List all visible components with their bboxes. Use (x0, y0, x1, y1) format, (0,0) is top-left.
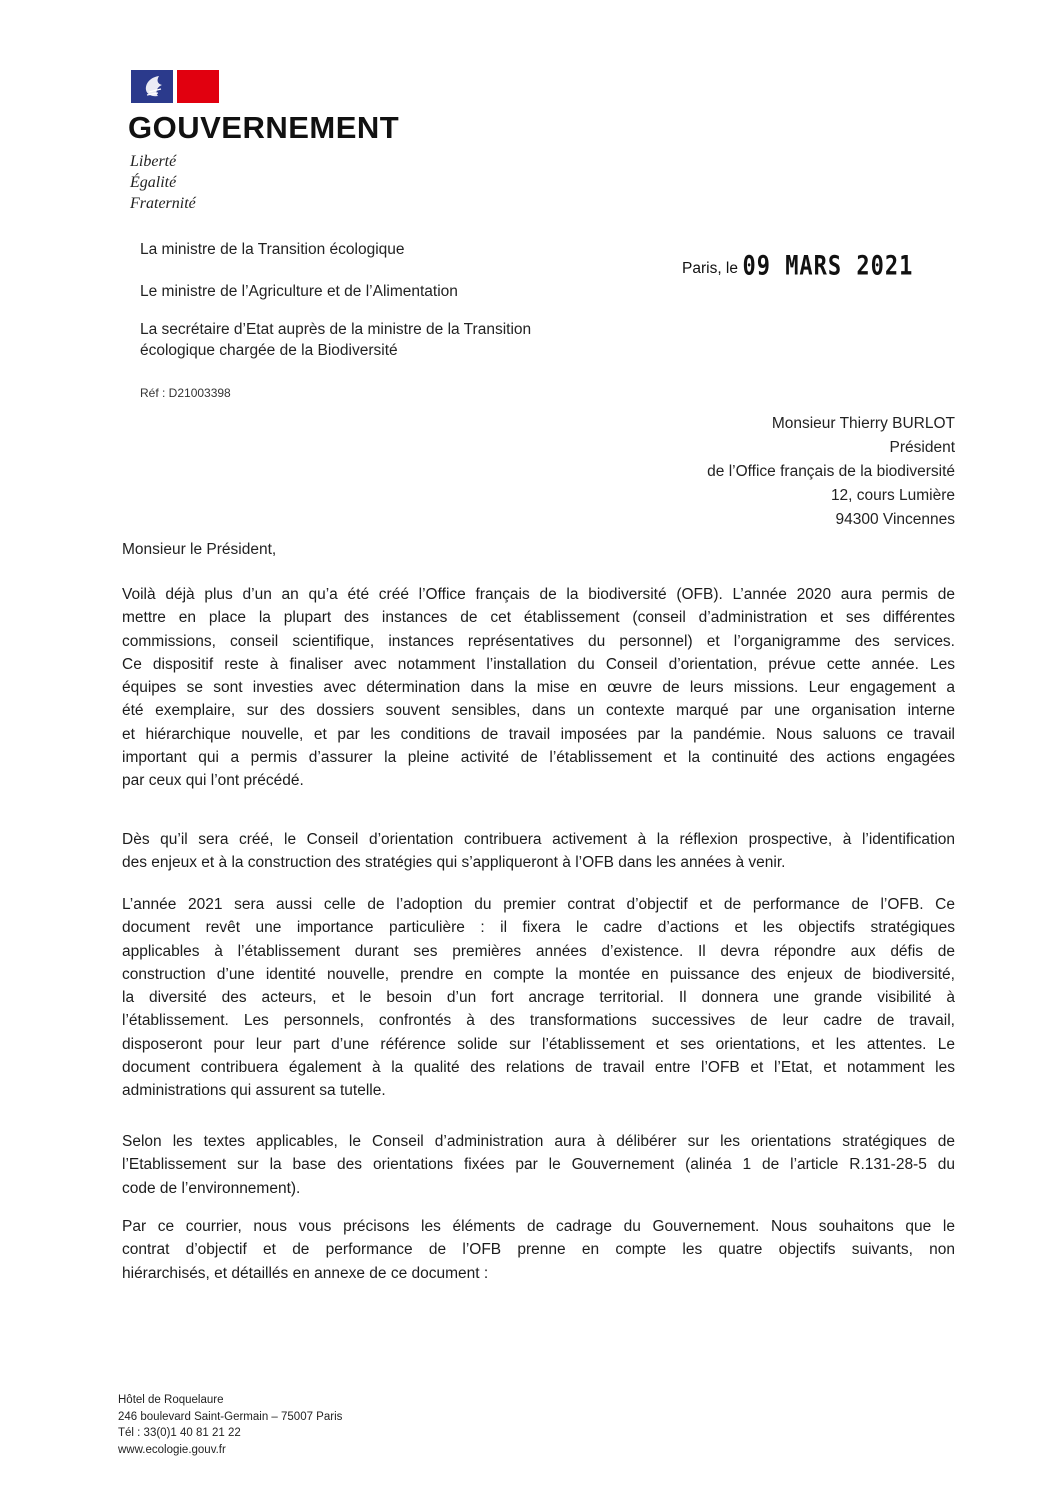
footer-line: Hôtel de Roquelaure (118, 1394, 224, 1406)
paragraph-line: Selon les textes applicables, le Conseil d’administration aura à délibérer sur les orientations stratégiques de (122, 1133, 955, 1150)
salutation: Monsieur le Président, (122, 541, 277, 558)
footer-website-link[interactable]: www.ecologie.gouv.fr (118, 1443, 226, 1456)
paragraph-line: L’année 2021 sera aussi celle de l’adoption du premier contrat d’objectif et de performance de l’OFB. Ce (122, 896, 955, 913)
recipient-line: 12, cours Lumière (830, 487, 955, 504)
paragraph-line: important qui a permis d’assurer la pleine activité de l’établissement et la continuité des actions engagées (122, 749, 955, 767)
motto (130, 151, 196, 214)
paragraph-line: applicables à l’établissement durant ses premières années d’existence. Il devra répondre aux défis de (122, 942, 955, 960)
sender-line: La ministre de la Transition écologique (140, 241, 405, 258)
recipient-address (600, 412, 955, 532)
paragraph-line: la diversité des acteurs, et le besoin d’un fort ancrage territorial. Il donnera une grande visibilité à (122, 989, 955, 1007)
marianne-profile-icon (131, 70, 173, 103)
paragraph-line: code de l’environnement). (122, 1179, 301, 1197)
motto-line: Égalité (130, 174, 177, 191)
footer-line: Tél : 33(0)1 40 81 21 22 (118, 1427, 241, 1439)
paragraph-line: Dès qu’il sera créé, le Conseil d’orientation contribuera activement à la réflexion prospective, à l’identification (122, 831, 955, 848)
paragraph-line: hiérarchisés, et détaillés en annexe de ce document : (122, 1264, 489, 1282)
paragraph-line: commissions, conseil scientifique, instances représentatives du personnel) et l’organigramme des services. (122, 632, 955, 650)
footer-line: 246 boulevard Saint-Germain – 75007 Paris (118, 1410, 343, 1423)
body-paragraph (122, 893, 955, 1103)
body-paragraph (122, 828, 955, 875)
sender-line: écologique chargée de la Biodiversité (140, 342, 398, 359)
reference-number: Réf : D21003398 (140, 386, 231, 400)
paragraph-line: disposeront pour leur part d’une référence solide sur l’établissement et ses orientations, et les attentes. Le (122, 1035, 955, 1053)
paragraph-line: et hiérarchique nouvelle, et par les conditions de travail imposées par la pandémie. Nous saluons ce travail (122, 725, 955, 743)
paragraph-line: document contribuera également à la qualité des relations de travail entre l’OFB et l’Etat, et notamment les (122, 1059, 955, 1077)
paragraph-line: contrat d’objectif et de performance de l’OFB prenne en compte les quatre objectifs suivants, non (122, 1241, 955, 1259)
logo-red-block (177, 70, 219, 103)
paragraph-line: Par ce courrier, nous vous précisons les éléments de cadrage du Gouvernement. Nous souhaitons que le (122, 1218, 955, 1235)
paragraph-line: l’Etablissement sur la base des orientations fixées par le Gouvernement (alinéa 1 de l’article R.131-28-5 du (122, 1156, 955, 1174)
recipient-line: Président (889, 439, 955, 456)
government-title: GOUVERNEMENT (128, 110, 400, 145)
sender-line: La secrétaire d’Etat auprès de la ministre de la Transition (140, 321, 532, 338)
logo-blue-block (131, 70, 173, 103)
paragraph-line: Ce dispositif reste à finaliser avec notamment l’installation du Conseil d’orientation, prévue cette année. Les (122, 655, 955, 673)
motto-line: Liberté (130, 153, 177, 170)
paragraph-line: administrations qui assurent sa tutelle. (122, 1082, 386, 1100)
footer-address (118, 1392, 342, 1458)
body-paragraph (122, 1215, 955, 1285)
paragraph-line: l’établissement. Les personnels, confrontés à des transformations successives de leur cadre de travail, (122, 1012, 955, 1030)
paragraph-line: été exemplaire, sur des dossiers souvent sensibles, dans un contexte marqué par une organisation interne (122, 702, 955, 720)
sender-line: Le ministre de l’Agriculture et de l’Alimentation (140, 283, 458, 300)
body-paragraph (122, 583, 955, 793)
motto-line: Fraternité (130, 195, 196, 212)
paragraph-line: construction d’une identité nouvelle, prendre en compte la montée en puissance des enjeux de biodiversité, (122, 965, 955, 983)
date-line (682, 251, 914, 282)
recipient-line: Monsieur Thierry BURLOT (771, 415, 955, 432)
paragraph-line: Voilà déjà plus d’un an qu’a été créé l’Office français de la biodiversité (OFB). L’année 2020 aura permis de (122, 586, 955, 603)
date-stamp: 09 MARS 2021 (742, 251, 914, 282)
paragraph-line: par ceux qui l’ont précédé. (122, 772, 304, 790)
recipient-line: de l’Office français de la biodiversité (707, 463, 955, 480)
recipient-line: 94300 Vincennes (835, 511, 955, 528)
government-logo (131, 70, 221, 104)
body-paragraph (122, 1130, 955, 1200)
paragraph-line: mettre en place la plupart des instances de cet établissement (conseil d’administration et ses différentes (122, 609, 955, 627)
date-prefix: Paris, le (682, 260, 738, 277)
paragraph-line: équipes se sont investies avec détermination dans la mise en œuvre de leurs missions. Leur engagement a (122, 679, 955, 697)
paragraph-line: document revêt une importance particulière : il fixera le cadre d’actions et les objectifs stratégiques (122, 919, 955, 937)
paragraph-line: des enjeux et à la construction des stratégies qui s’appliqueront à l’OFB dans les années à venir. (122, 854, 786, 872)
